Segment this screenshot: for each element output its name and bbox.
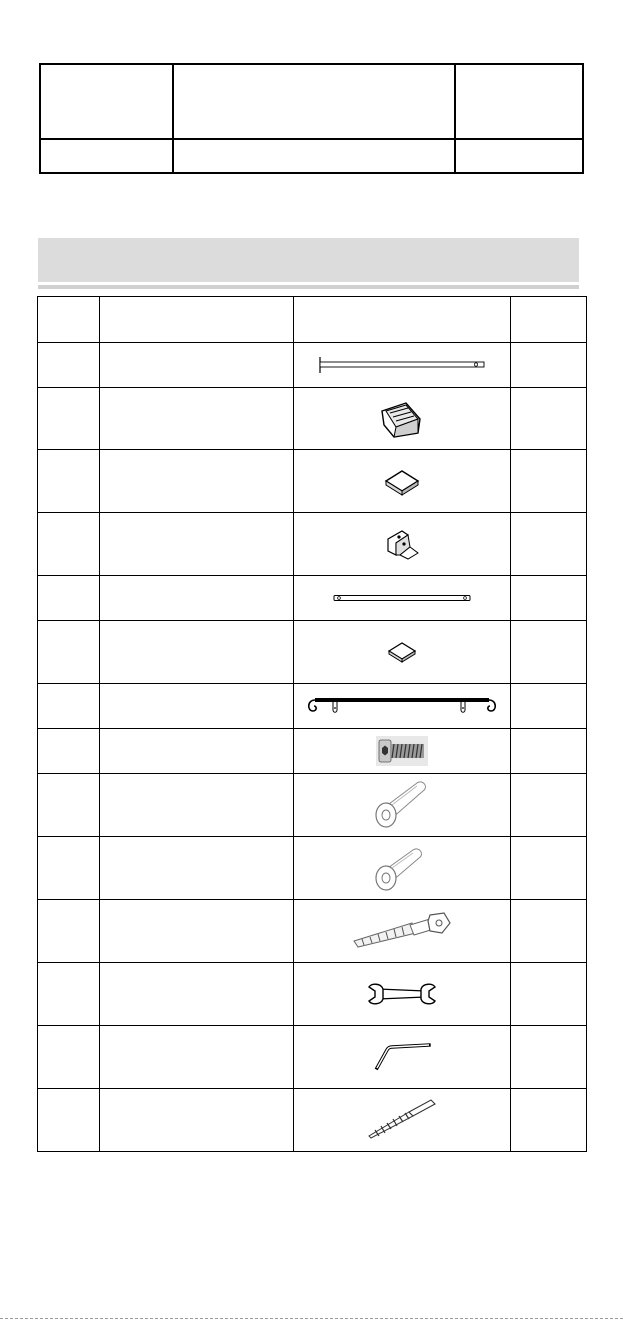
- summary-table: [39, 63, 584, 174]
- square-cap-icon: [382, 466, 422, 496]
- table-row: [38, 388, 587, 450]
- table-cell: [100, 576, 294, 621]
- table-cell: [511, 513, 587, 576]
- table-cell: [511, 684, 587, 729]
- table-row: [38, 1089, 587, 1152]
- part-image-cell: [294, 774, 511, 837]
- table-cell: [38, 621, 100, 684]
- part-image-cell: [294, 343, 511, 388]
- table-cell: [511, 1089, 587, 1152]
- part-image-cell: [294, 576, 511, 621]
- summary-cell: [173, 139, 455, 173]
- table-cell: [100, 343, 294, 388]
- table-cell: [511, 963, 587, 1026]
- table-cell: [100, 900, 294, 963]
- angle-bracket-icon: [382, 525, 422, 563]
- table-cell: [38, 1089, 100, 1152]
- table-cell: [511, 774, 587, 837]
- part-image-cell: [294, 963, 511, 1026]
- table-row: [38, 774, 587, 837]
- header-cell: [511, 297, 587, 343]
- table-row: [38, 343, 587, 388]
- square-cap-small-icon: [385, 639, 419, 665]
- table-cell: [38, 450, 100, 513]
- table-cell: [511, 1026, 587, 1089]
- table-cell: [38, 963, 100, 1026]
- table-cell: [511, 729, 587, 774]
- hook-rail-icon: [305, 693, 499, 719]
- table-cell: [38, 343, 100, 388]
- table-cell: [100, 621, 294, 684]
- table-cell: [100, 684, 294, 729]
- part-image-cell: [294, 684, 511, 729]
- table-row: [38, 1026, 587, 1089]
- table-cell: [100, 388, 294, 450]
- flat-bar-icon: [317, 355, 487, 375]
- table-cell: [38, 576, 100, 621]
- part-image-cell: [294, 513, 511, 576]
- table-cell: [100, 513, 294, 576]
- hex-bolt-icon: [376, 736, 428, 766]
- wall-anchor-screw-icon: [350, 911, 454, 951]
- table-row: [38, 729, 587, 774]
- table-row: [38, 513, 587, 576]
- table-cell: [100, 1026, 294, 1089]
- table-cell: [511, 621, 587, 684]
- table-cell: [100, 837, 294, 900]
- summary-cell: [173, 64, 455, 139]
- table-row: [38, 684, 587, 729]
- table-cell: [38, 684, 100, 729]
- table-cell: [511, 576, 587, 621]
- summary-cell: [455, 139, 583, 173]
- table-cell: [511, 388, 587, 450]
- table-cell: [100, 1089, 294, 1152]
- table-row: [38, 837, 587, 900]
- page-edge-divider: [0, 1318, 623, 1319]
- table-cell: [100, 963, 294, 1026]
- part-image-cell: [294, 621, 511, 684]
- barrel-nut-short-icon: [371, 840, 433, 896]
- table-header-row: [38, 297, 587, 343]
- table-cell: [511, 900, 587, 963]
- part-image-cell: [294, 1089, 511, 1152]
- header-cell: [294, 297, 511, 343]
- header-cell: [100, 297, 294, 343]
- table-row: [38, 963, 587, 1026]
- section-divider: [38, 285, 579, 289]
- part-image-cell: [294, 388, 511, 450]
- header-cell: [38, 297, 100, 343]
- part-image-cell: [294, 837, 511, 900]
- table-cell: [38, 729, 100, 774]
- table-cell: [511, 837, 587, 900]
- table-cell: [38, 1026, 100, 1089]
- table-cell: [38, 388, 100, 450]
- summary-cell: [40, 64, 173, 139]
- summary-cell: [455, 64, 583, 139]
- table-cell: [511, 450, 587, 513]
- table-row: [38, 900, 587, 963]
- part-image-cell: [294, 450, 511, 513]
- part-image-cell: [294, 1026, 511, 1089]
- part-image-cell: [294, 900, 511, 963]
- open-wrench-icon: [365, 981, 439, 1007]
- table-cell: [38, 900, 100, 963]
- table-cell: [38, 513, 100, 576]
- section-banner: [38, 238, 579, 282]
- table-cell: [511, 343, 587, 388]
- table-cell: [38, 774, 100, 837]
- summary-cell: [40, 139, 173, 173]
- drill-bit-icon: [365, 1098, 439, 1142]
- end-cap-large-icon: [378, 397, 426, 441]
- table-cell: [100, 729, 294, 774]
- part-image-cell: [294, 729, 511, 774]
- table-row: [38, 576, 587, 621]
- connecting-rod-icon: [332, 592, 472, 604]
- barrel-nut-long-icon: [371, 777, 433, 833]
- allen-key-icon: [371, 1042, 433, 1072]
- table-cell: [38, 837, 100, 900]
- table-row: [38, 450, 587, 513]
- table-cell: [100, 450, 294, 513]
- table-row: [38, 621, 587, 684]
- parts-table: [37, 296, 587, 1152]
- table-cell: [100, 774, 294, 837]
